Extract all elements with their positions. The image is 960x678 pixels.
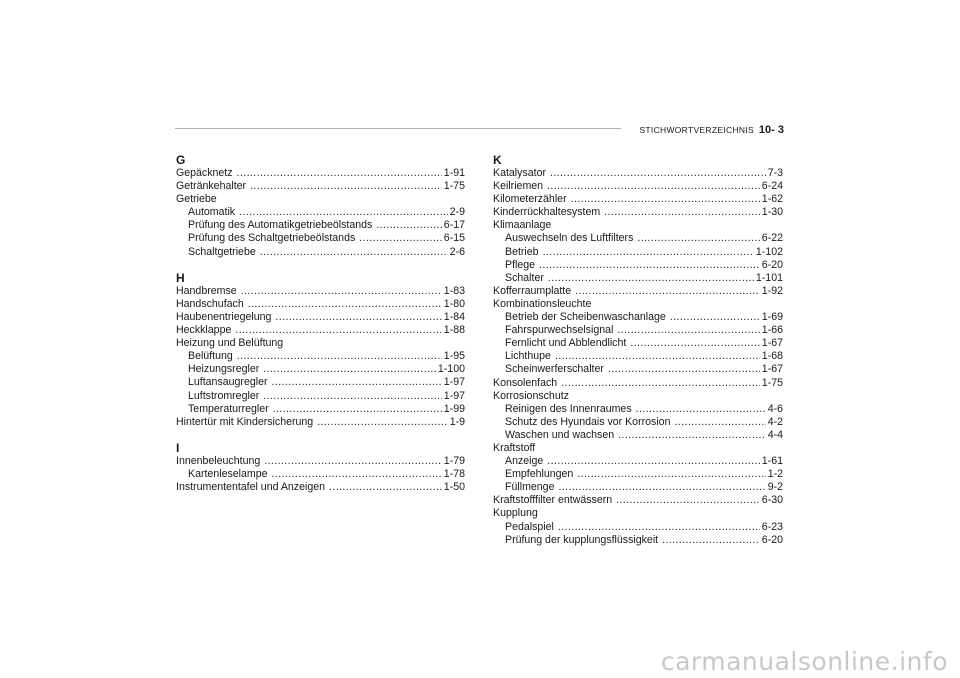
entry-page-ref: 1-99 — [443, 402, 465, 415]
entry-page-ref: 6-24 — [761, 180, 783, 193]
entry-page-ref: 1-97 — [443, 376, 465, 389]
entry-label: Getränkehalter — [176, 180, 247, 193]
index-subentry — [493, 350, 783, 363]
entry-label: Schaltgetriebe — [188, 245, 256, 258]
entry-label: Katalysator — [493, 167, 546, 179]
dot-leader — [548, 272, 754, 285]
index-subentry — [176, 232, 465, 245]
dot-leader — [547, 180, 760, 193]
entry-page-ref: 6-23 — [761, 520, 783, 533]
index-subentry — [176, 468, 465, 481]
section-gap — [176, 259, 465, 272]
entry-label: Pflege — [505, 258, 536, 271]
entry-page-ref: 1-9 — [449, 415, 465, 428]
dot-leader — [239, 206, 448, 219]
entry-page-ref: 1-50 — [443, 481, 465, 494]
page-number: 10- 3 — [758, 124, 784, 136]
entry-label: Getriebe — [176, 193, 217, 206]
dot-leader — [637, 232, 759, 245]
entry-label: Kupplung — [493, 507, 538, 520]
entry-label: Innenbeleuchtung — [176, 454, 261, 467]
entry-label: Kilometerzähler — [493, 193, 567, 206]
dot-leader — [264, 455, 442, 468]
index-column-left — [176, 154, 465, 494]
entry-page-ref: 6-20 — [761, 258, 783, 271]
index-letter-heading: K — [493, 153, 502, 167]
index-entry — [176, 311, 465, 324]
index-entry — [493, 507, 783, 520]
index-subentry — [493, 429, 783, 442]
index-subentry — [493, 337, 783, 350]
entry-page-ref: 9-2 — [767, 481, 783, 494]
entry-label: Hintertür mit Kindersicherung — [176, 415, 314, 428]
dot-leader — [577, 468, 765, 481]
entry-label: Heizung und Belüftung — [176, 337, 284, 350]
index-entry — [493, 193, 783, 206]
entry-page-ref: 6-15 — [443, 232, 465, 245]
entry-page-ref: 6-22 — [761, 232, 783, 245]
dot-leader — [555, 350, 760, 363]
index-entry — [176, 481, 465, 494]
entry-label: Handbremse — [176, 284, 237, 297]
entry-page-ref: 1-78 — [443, 467, 465, 480]
entry-label: Korrosionschutz — [493, 389, 569, 402]
index-entry — [176, 285, 465, 298]
dot-leader — [604, 206, 760, 219]
entry-page-ref: 1-67 — [761, 363, 783, 376]
index-entry — [493, 285, 783, 298]
index-entry — [493, 180, 783, 193]
index-subentry — [493, 324, 783, 337]
index-entry — [493, 390, 783, 403]
entry-label: Waschen und wachsen — [505, 428, 615, 441]
dot-leader — [539, 259, 760, 272]
section-gap — [176, 429, 465, 442]
entry-label: Kombinationsleuchte — [493, 297, 592, 310]
dot-leader — [263, 390, 442, 403]
index-entry — [176, 455, 465, 468]
index-entry — [176, 193, 465, 206]
dot-leader — [329, 481, 442, 494]
index-entry — [493, 206, 783, 219]
entry-label: Fernlicht und Abblendlicht — [505, 337, 627, 350]
entry-label: Automatik — [188, 206, 236, 219]
entry-label: Kraftstoff — [493, 441, 536, 454]
index-entry — [493, 167, 783, 180]
dot-leader — [662, 534, 760, 547]
entry-label: Scheinwerferschalter — [505, 363, 604, 376]
entry-label: Lichthupe — [505, 350, 551, 363]
dot-leader — [317, 416, 448, 429]
index-subentry — [176, 376, 465, 389]
index-entry — [176, 337, 465, 350]
dot-leader — [248, 298, 442, 311]
entry-page-ref: 1-83 — [443, 284, 465, 297]
index-subentry — [493, 246, 783, 259]
entry-label: Schalter — [505, 271, 544, 284]
index-column-right — [493, 154, 783, 547]
index-entry — [176, 416, 465, 429]
dot-leader — [260, 246, 448, 259]
index-subentry — [176, 390, 465, 403]
entry-page-ref: 1-80 — [443, 297, 465, 310]
dot-leader — [272, 376, 442, 389]
index-subentry — [493, 403, 783, 416]
entry-label: Handschufach — [176, 297, 244, 310]
index-letter-heading: G — [176, 153, 186, 167]
dot-leader — [543, 246, 754, 259]
dot-leader — [571, 193, 760, 206]
dot-leader — [272, 468, 442, 481]
entry-page-ref: 4-6 — [767, 402, 783, 415]
entry-label: Füllmenge — [505, 481, 555, 494]
index-subentry — [176, 219, 465, 232]
entry-page-ref: 1-30 — [761, 206, 783, 219]
entry-page-ref: 1-102 — [755, 245, 783, 258]
entry-page-ref: 1-91 — [443, 167, 465, 179]
index-entry — [493, 219, 783, 232]
dot-leader — [237, 167, 442, 180]
index-letter-heading: H — [176, 270, 185, 285]
entry-page-ref: 1-61 — [761, 455, 783, 468]
entry-label: Kraftstofffilter entwässern — [493, 494, 613, 507]
index-subentry — [176, 403, 465, 416]
index-subentry — [176, 350, 465, 363]
entry-page-ref: 1-84 — [443, 310, 465, 323]
entry-label: Reinigen des Innenraumes — [505, 402, 632, 415]
entry-page-ref: 2-9 — [449, 206, 465, 219]
index-entry — [493, 442, 783, 455]
entry-label: Schutz des Hyundais vor Korrosion — [505, 415, 671, 428]
entry-label: Auswechseln des Luftfilters — [505, 232, 634, 245]
index-subentry — [176, 363, 465, 376]
entry-page-ref: 6-17 — [443, 219, 465, 232]
dot-leader — [608, 363, 760, 376]
index-subentry — [493, 363, 783, 376]
entry-page-ref: 1-97 — [443, 389, 465, 402]
index-subentry — [493, 311, 783, 324]
index-subentry — [493, 455, 783, 468]
entry-label: Luftstromregler — [188, 389, 260, 402]
entry-label: Keilriemen — [493, 180, 544, 193]
entry-page-ref: 1-75 — [443, 180, 465, 193]
entry-label: Instrumententafel und Anzeigen — [176, 481, 326, 494]
index-entry — [493, 494, 783, 507]
entry-label: Temperaturregler — [188, 402, 269, 415]
dot-leader — [674, 416, 765, 429]
entry-label: Prüfung des Automatikgetriebeölstands — [188, 219, 373, 232]
entry-page-ref: 1-95 — [443, 350, 465, 363]
dot-leader — [558, 521, 760, 534]
entry-label: Prüfung des Schaltgetriebeölstands — [188, 232, 356, 245]
index-subentry — [493, 232, 783, 245]
entry-label: Empfehlungen — [505, 468, 574, 481]
dot-leader — [359, 232, 442, 245]
dot-leader — [617, 324, 759, 337]
entry-page-ref: 1-92 — [761, 284, 783, 297]
index-subentry — [176, 206, 465, 219]
dot-leader — [561, 377, 760, 390]
dot-leader — [558, 481, 765, 494]
dot-leader — [630, 337, 759, 350]
dot-leader — [618, 429, 766, 442]
index-subentry — [493, 521, 783, 534]
dot-leader — [670, 311, 760, 324]
entry-label: Luftansaugregler — [188, 376, 268, 389]
entry-label: Kartenleselampe — [188, 467, 268, 480]
entry-page-ref: 6-30 — [761, 494, 783, 507]
entry-label: Fahrspurwechselsignal — [505, 324, 614, 337]
dot-leader — [241, 285, 442, 298]
entry-label: Kofferraumplatte — [493, 284, 572, 297]
index-subentry — [493, 272, 783, 285]
entry-label: Belüftung — [188, 350, 233, 363]
dot-leader — [237, 350, 442, 363]
entry-label: Gepäcknetz — [176, 167, 233, 179]
dot-leader — [636, 403, 766, 416]
entry-label: Betrieb der Scheibenwaschanlage — [505, 311, 666, 324]
index-subentry — [493, 534, 783, 547]
entry-page-ref: 1-79 — [443, 454, 465, 467]
entry-page-ref: 1-88 — [443, 324, 465, 337]
index-subentry — [493, 468, 783, 481]
entry-label: Heckklappe — [176, 324, 232, 337]
entry-label: Betrieb — [505, 245, 539, 258]
entry-page-ref: 1-2 — [767, 468, 783, 481]
dot-leader — [275, 311, 441, 324]
dot-leader — [263, 363, 436, 376]
entry-page-ref: 1-66 — [761, 324, 783, 337]
index-entry — [176, 298, 465, 311]
entry-page-ref: 1-69 — [761, 311, 783, 324]
index-entry — [493, 298, 783, 311]
index-subentry — [176, 246, 465, 259]
index-subentry — [493, 481, 783, 494]
entry-label: Anzeige — [505, 455, 544, 468]
entry-page-ref: 1-68 — [761, 350, 783, 363]
dot-leader — [547, 455, 760, 468]
dot-leader — [376, 219, 441, 232]
entry-page-ref: 1-67 — [761, 337, 783, 350]
dot-leader — [273, 403, 442, 416]
index-letter-heading: I — [176, 440, 180, 455]
entry-label: Konsolenfach — [493, 376, 558, 389]
section-title: STICHWORTVERZEICHNIS — [639, 125, 754, 135]
dot-leader — [235, 324, 441, 337]
entry-page-ref: 1-75 — [761, 376, 783, 389]
index-entry — [176, 180, 465, 193]
entry-label: Haubenentriegelung — [176, 310, 272, 323]
dot-leader — [250, 180, 442, 193]
header-rule — [175, 128, 621, 129]
entry-label: Prüfung der kupplungsflüssigkeit — [505, 533, 659, 546]
entry-page-ref: 2-6 — [449, 245, 465, 258]
entry-label: Klimaanlage — [493, 219, 552, 232]
dot-leader — [616, 494, 760, 507]
dot-leader — [575, 285, 760, 298]
index-entry — [176, 167, 465, 180]
watermark: carmanualsonline.info — [660, 647, 948, 676]
entry-page-ref: 4-2 — [767, 415, 783, 428]
entry-page-ref: 1-101 — [755, 271, 783, 284]
index-entry — [176, 324, 465, 337]
entry-page-ref: 1-62 — [761, 193, 783, 206]
index-subentry — [493, 259, 783, 272]
entry-label: Kinderrückhaltesystem — [493, 206, 601, 219]
entry-label: Heizungsregler — [188, 363, 260, 376]
index-subentry — [493, 416, 783, 429]
entry-page-ref: 1-100 — [437, 363, 465, 376]
entry-page-ref: 4-4 — [767, 428, 783, 441]
dot-leader — [550, 167, 766, 180]
index-entry — [493, 377, 783, 390]
entry-page-ref: 7-3 — [767, 167, 783, 179]
entry-label: Pedalspiel — [505, 520, 554, 533]
entry-page-ref: 6-20 — [761, 533, 783, 546]
page-header — [639, 122, 784, 137]
